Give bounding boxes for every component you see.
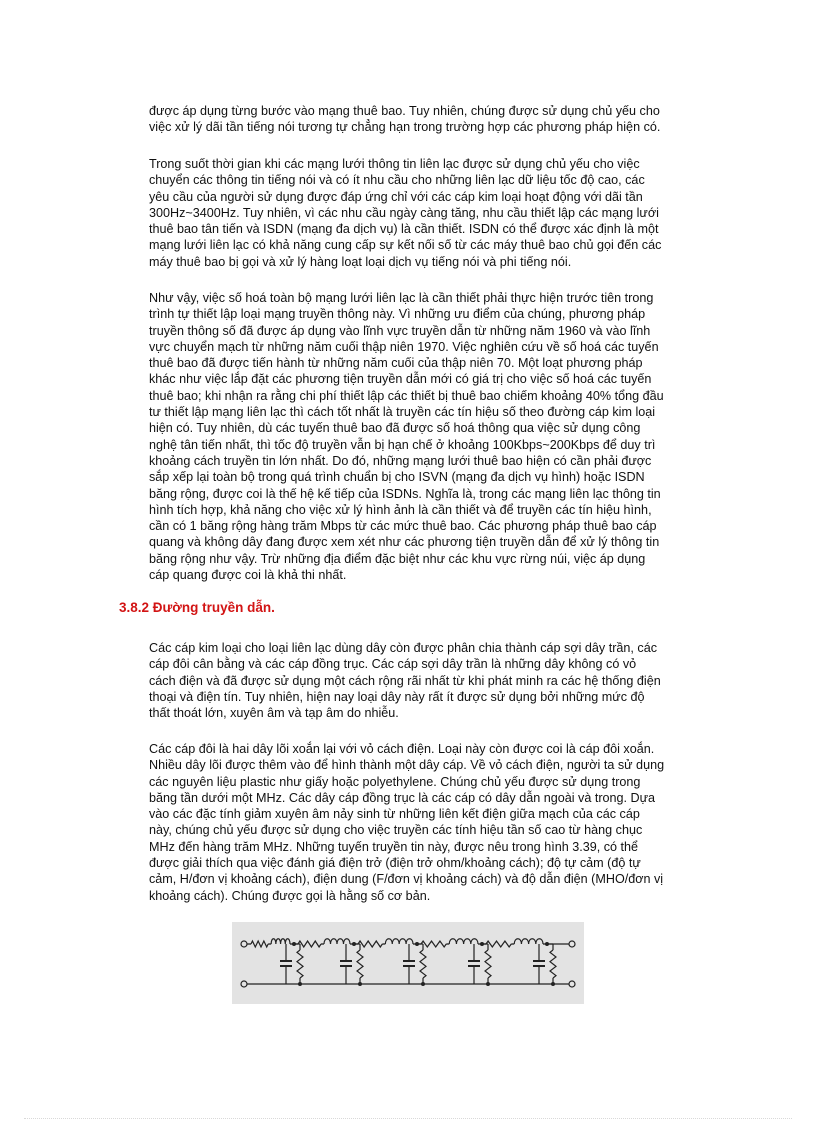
text-line: hiện có. Tuy nhiên, dù các tuyến thuê bao đã được số hoá thông qua việc sử dụng công — [149, 421, 641, 436]
text-line: Trong suốt thời gian khi các mạng lưới thông tin liên lạc được sử dụng chủ yếu cho việc — [149, 157, 640, 171]
terminal-right-top — [569, 941, 575, 947]
text-line: MHz đến hàng trăm MHz. Những tuyến truyền tin này, được nêu trong hình 3.39, có thể — [149, 839, 639, 854]
text-line: sắp xếp lại toàn bộ trong quá trình chuẩn bị cho ISVN (mạng đa dịch vụ hình) hoặc ISDN — [149, 470, 645, 485]
text-line: 300Hz~3400Hz. Tuy nhiên, vì các nhu cầu ngày càng tăng, nhu cầu thiết lập các mạng lưới — [149, 205, 659, 220]
text-line: vực chuyển mạch từ những năm cuối thập niên 1970. Việc nghiên cứu về số hoá các tuyến — [149, 339, 659, 354]
text-line: thất thoát lớn, xuyên âm và tạp âm do nhiễu. — [149, 706, 399, 721]
series-inductor — [271, 939, 290, 944]
series-inductor — [324, 939, 350, 944]
text-line: băng tần dưới một MHz. Các dây cáp đồng trục là các cáp có dây dẫn ngoài và trong. Dựa — [149, 790, 656, 805]
text-line: vào các đặc tính giảm xuyên âm nảy sinh từ những liên kết điện giữa mạch của các cáp — [149, 807, 640, 822]
paragraph-intro-continued — [149, 103, 697, 136]
text-line: quang và không dây đang được xem xét như các phương tiện truyền dẫn để xử lý thông tin — [149, 535, 660, 550]
text-line: này, chúng chủ yếu được sử dụng cho việc truyền các tính hiệu tần số cao từ hàng chục — [149, 823, 643, 838]
text-line: cách điện và đã được sử dụng một cách rộng rãi nhất từ khi phát minh ra các hệ thống điện — [149, 673, 661, 688]
text-line: cáp đôi cân bằng và các cáp đồng trục. Các cáp sợi dây trần là những dây không có vỏ — [149, 657, 637, 672]
text-line: nghệ tân tiến nhất, thì tốc độ truyền vẫn bị hạn chế ở khoảng 100Kbps~200Kbps để duy trì — [149, 437, 656, 452]
text-line: khác như việc lắp đặt các phương tiện truyền dẫn mới có giá trị cho việc số hoá các tuyến — [149, 372, 652, 387]
shunt-resistor — [550, 950, 556, 978]
text-line: băng rộng như vậy. Trừ những địa điểm đặc biệt như các khu vực rừng núi, việc áp dụng — [149, 551, 646, 566]
text-line: truyền thông số đã được áp dụng vào lĩnh vực truyền dẫn từ những năm 1960 và vào lĩnh — [149, 323, 651, 338]
junction-node — [551, 982, 555, 986]
text-line: Các cáp đôi là hai dây lõi xoắn lại với vỏ cách điện. Loại này còn được coi là cáp đôi xoắn. — [149, 742, 655, 756]
transmission-line-circuit-figure — [232, 922, 584, 1004]
text-line: trình tự thiết lập loại mạng truyền thông này. Vì những ưu điểm của chúng, phương pháp — [149, 307, 646, 322]
series-inductor — [449, 939, 478, 944]
text-line: Như vậy, việc số hoá toàn bộ mạng lưới liên lạc là cần thiết phải thực hiện trước tiên trong — [149, 291, 654, 305]
paragraph-voice-networks — [149, 156, 697, 270]
text-line: thuê bao đã được tiến hành từ những năm cuối của thập niên 70. Một loạt phương pháp — [149, 356, 643, 371]
text-line: Các cáp kim loại cho loại liên lạc dùng dây còn được phân chia thành cáp sợi dây trần, các — [149, 641, 657, 655]
text-line: khoảng cách truyền tin lớn nhất. Do đó, những mạng lưới thuê bao hiện có cần phải được — [149, 453, 652, 468]
text-line: chuyển các thông tin tiếng nói và có ít nhu cầu cho những liên lạc dữ liệu tốc độ cao, các — [149, 173, 645, 188]
text-line: cảm, H/đơn vị khoảng cách), điện dung (F/đơn vị khoảng cách) và độ dẫn điện (MHO/đơn vị — [149, 872, 664, 887]
shunt-resistor — [357, 950, 363, 978]
text-line: mạng lưới liên lạc có khả năng cung cấp sự kết nối số từ các máy thuê bao chủ gọi đến các — [149, 238, 662, 253]
paragraph-twisted-pair-coaxial — [149, 741, 697, 904]
text-line: thuê bao; khi nhận ra rằng chi phí thiết lập các thiết bị thuê bao chiếm khoảng 40% tổng đầu — [149, 388, 664, 403]
text-line: máy thuê bao bị gọi và xử lý hàng loạt loại dịch vụ tiếng nói và phi tiếng nói. — [149, 254, 572, 269]
series-inductor — [385, 939, 413, 944]
text-line: băng rộng, được coi là thế hệ kế tiếp của ISDNs. Nghĩa là, trong các mạng liên lạc thông tin — [149, 486, 661, 501]
series-resistor — [486, 941, 511, 947]
terminal-left-top — [241, 941, 247, 947]
paragraph-digitization — [149, 290, 697, 583]
series-resistor — [298, 941, 321, 947]
text-line: được giải thích qua việc đánh giá điện trở (điện trở ohm/khoảng cách); độ tự cảm (độ tự — [149, 856, 641, 871]
junction-node — [298, 982, 302, 986]
text-line: việc xử lý dãi tần tiếng nói tương tự chẳng hạn trong trường hợp các phương pháp hiện có. — [149, 120, 661, 135]
text-line: cần có 1 băng rộng hàng trăm Mbps từ các mức thuê bao. Các phương pháp thuê bao cáp — [149, 519, 657, 534]
circuit-diagram — [232, 922, 584, 1004]
text-line: tư thiết lập mạng liên lạc thì cách tốt nhất là truyền các tín hiệu số theo đường cáp kim loại — [149, 405, 656, 420]
series-resistor — [421, 941, 446, 947]
text-line: được áp dụng từng bước vào mạng thuê bao. Tuy nhiên, chúng được sử dụng chủ yếu cho — [149, 104, 660, 118]
text-line: hình tích hợp, khả năng cho việc xử lý hình ảnh là cần thiết và để truyền các tín hiệu hình, — [149, 502, 652, 517]
series-resistor — [251, 941, 268, 947]
text-line: thoại và điện tín. Tuy nhiên, hiện nay loại dây này rất ít được sử dụng bởi những mức độ — [149, 689, 645, 704]
section-heading: 3.8.2 Đường truyền dẫn. — [119, 600, 275, 615]
text-line: cáp quang được coi là khả thi nhất. — [149, 568, 347, 583]
text-line: Nhiều dây lõi được thêm vào để hình thành một dây cáp. Về vỏ cách điện, người ta sử dụng — [149, 758, 665, 773]
text-line: khoảng cách). Chúng được gọi là hằng số cơ bản. — [149, 888, 431, 903]
shunt-resistor — [420, 950, 426, 978]
junction-node — [421, 982, 425, 986]
shunt-resistor — [297, 950, 303, 978]
page-bottom-divider — [24, 1118, 792, 1119]
paragraph-metal-cables — [149, 640, 697, 721]
series-resistor — [358, 941, 382, 947]
text-line: các nguyên liệu plastic như giấy hoặc polyethylene. Chúng chủ yếu được sử dụng trong — [149, 774, 641, 789]
terminal-left-bottom — [241, 981, 247, 987]
shunt-resistor — [485, 950, 491, 978]
junction-node — [486, 982, 490, 986]
text-line: yêu cầu của người sử dụng được đáp ứng chỉ với các cáp kim loại hoạt động với dãi tần — [149, 189, 643, 204]
junction-node — [358, 982, 362, 986]
terminal-right-bottom — [569, 981, 575, 987]
text-line: thuê bao tân tiến và ISDN (mạng đa dịch vụ) là cần thiết. ISDN có thể được xác định là một — [149, 222, 659, 237]
series-inductor — [514, 939, 543, 944]
